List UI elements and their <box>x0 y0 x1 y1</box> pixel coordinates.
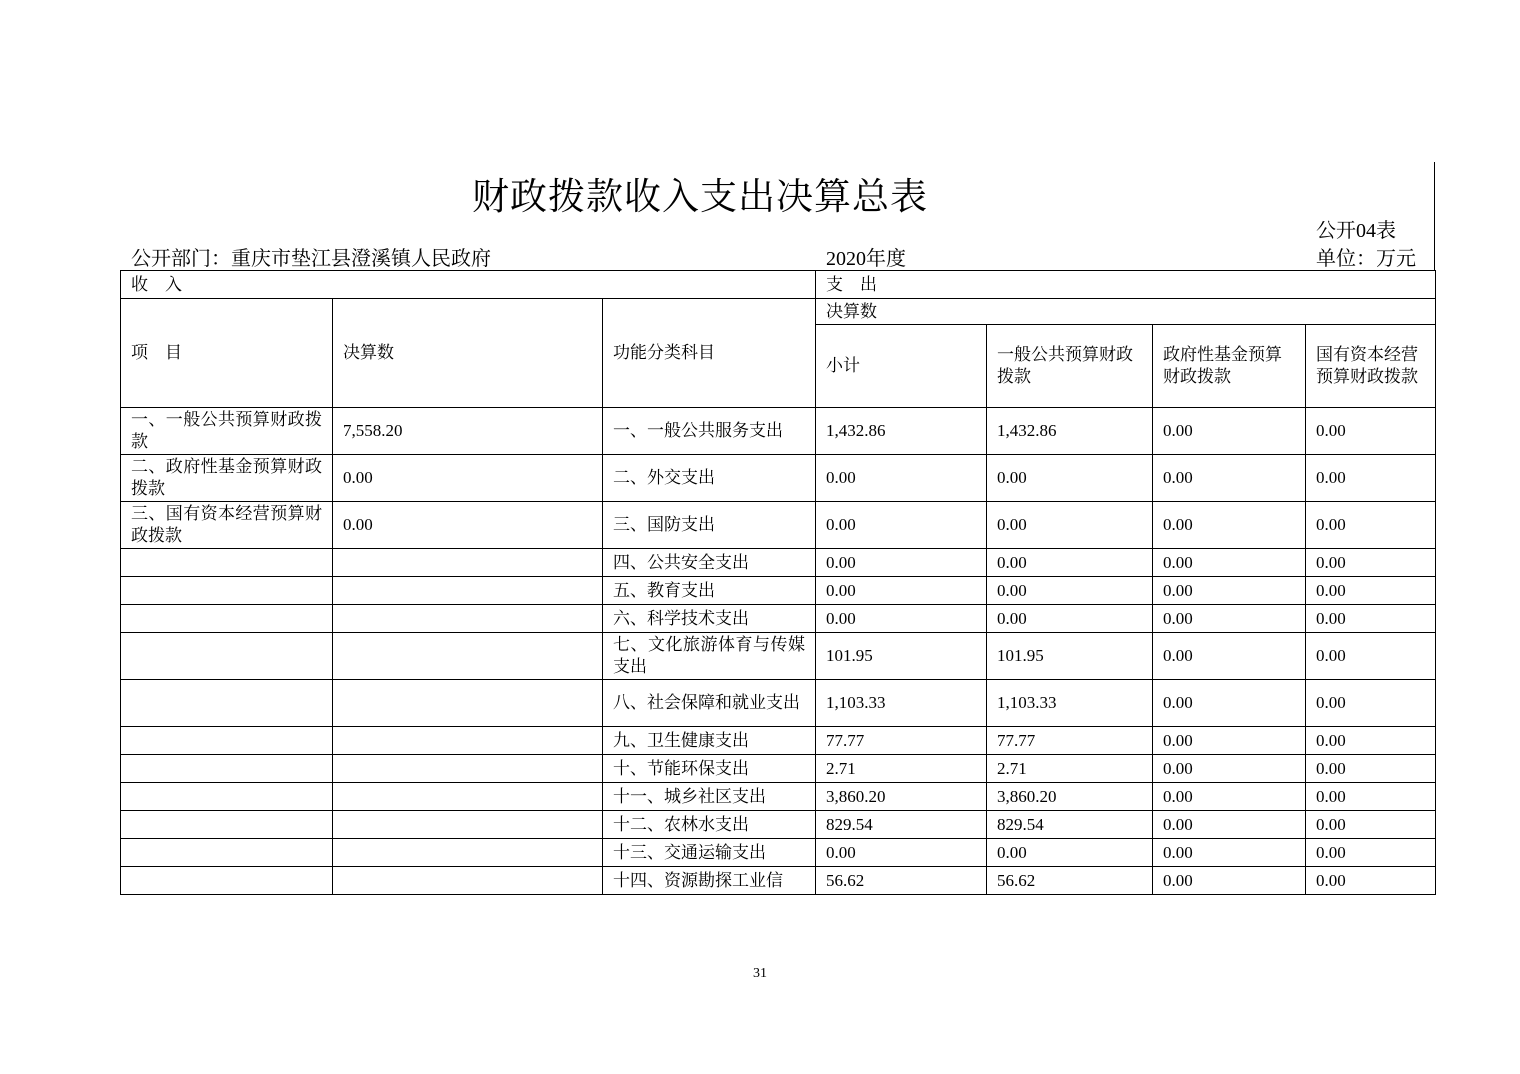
fund-budget-cell: 0.00 <box>1153 455 1306 502</box>
fund-budget-cell: 0.00 <box>1153 867 1306 895</box>
table-row <box>121 839 1436 867</box>
subtotal-cell: 1,103.33 <box>816 680 987 727</box>
income-amount-cell: 0.00 <box>333 502 603 549</box>
final-amount-header: 决算数 <box>816 299 1436 325</box>
income-item-cell <box>121 839 333 867</box>
table-row <box>121 605 1436 633</box>
table-row <box>121 549 1436 577</box>
budget-table <box>120 270 1436 895</box>
income-amount-cell: 0.00 <box>333 455 603 502</box>
income-amount-cell <box>333 549 603 577</box>
department-label: 公开部门：重庆市垫江县澄溪镇人民政府 <box>131 248 491 270</box>
category-cell: 八、社会保障和就业支出 <box>603 680 816 727</box>
income-item-cell <box>121 727 333 755</box>
income-item-cell <box>121 783 333 811</box>
form-number: 公开04表 <box>1316 220 1396 242</box>
income-item-cell: 一、一般公共预算财政拨款 <box>121 408 333 455</box>
income-amount-cell <box>333 727 603 755</box>
subtotal-cell: 829.54 <box>816 811 987 839</box>
category-cell: 七、文化旅游体育与传媒支出 <box>603 633 816 680</box>
fund-budget-header: 政府性基金预算财政拨款 <box>1153 325 1306 408</box>
category-cell: 十、节能环保支出 <box>603 755 816 783</box>
income-header: 收 入 <box>121 271 816 299</box>
fund-budget-cell: 0.00 <box>1153 549 1306 577</box>
general-budget-cell: 0.00 <box>987 502 1153 549</box>
subtotal-cell: 0.00 <box>816 577 987 605</box>
general-budget-cell: 56.62 <box>987 867 1153 895</box>
general-budget-cell: 1,103.33 <box>987 680 1153 727</box>
state-capital-cell: 0.00 <box>1306 755 1436 783</box>
category-cell: 三、国防支出 <box>603 502 816 549</box>
fund-budget-cell: 0.00 <box>1153 633 1306 680</box>
category-cell: 十二、农林水支出 <box>603 811 816 839</box>
general-budget-cell: 1,432.86 <box>987 408 1153 455</box>
state-capital-cell: 0.00 <box>1306 811 1436 839</box>
state-capital-cell: 0.00 <box>1306 408 1436 455</box>
subtotal-cell: 2.71 <box>816 755 987 783</box>
income-item-cell <box>121 605 333 633</box>
general-budget-cell: 0.00 <box>987 839 1153 867</box>
general-budget-cell: 3,860.20 <box>987 783 1153 811</box>
fund-budget-cell: 0.00 <box>1153 502 1306 549</box>
fiscal-year: 2020年度 <box>826 248 906 270</box>
general-budget-cell: 101.95 <box>987 633 1153 680</box>
table-row <box>121 811 1436 839</box>
expense-header: 支 出 <box>816 271 1436 299</box>
general-budget-cell: 2.71 <box>987 755 1153 783</box>
category-cell: 六、科学技术支出 <box>603 605 816 633</box>
income-item-cell <box>121 680 333 727</box>
subtotal-cell: 56.62 <box>816 867 987 895</box>
section-header-row <box>121 271 1436 299</box>
fund-budget-cell: 0.00 <box>1153 408 1306 455</box>
subtotal-cell: 0.00 <box>816 455 987 502</box>
income-amount-cell <box>333 839 603 867</box>
category-cell: 九、卫生健康支出 <box>603 727 816 755</box>
category-cell: 十四、资源勘探工业信 <box>603 867 816 895</box>
income-item-cell: 三、国有资本经营预算财政拨款 <box>121 502 333 549</box>
state-capital-cell: 0.00 <box>1306 680 1436 727</box>
document-title: 财政拨款收入支出决算总表 <box>472 175 928 218</box>
margin-rule <box>1434 162 1435 270</box>
table-row <box>121 502 1436 549</box>
income-amount-header: 决算数 <box>333 299 603 408</box>
income-amount-cell <box>333 577 603 605</box>
unit-label: 单位：万元 <box>1316 248 1416 270</box>
income-amount-cell <box>333 867 603 895</box>
general-budget-cell: 829.54 <box>987 811 1153 839</box>
page-number: 31 <box>753 966 767 981</box>
category-cell: 一、一般公共服务支出 <box>603 408 816 455</box>
fund-budget-cell: 0.00 <box>1153 727 1306 755</box>
income-amount-cell: 7,558.20 <box>333 408 603 455</box>
table-row <box>121 755 1436 783</box>
table-row <box>121 408 1436 455</box>
income-amount-cell <box>333 811 603 839</box>
state-capital-cell: 0.00 <box>1306 577 1436 605</box>
fund-budget-cell: 0.00 <box>1153 577 1306 605</box>
income-amount-cell <box>333 633 603 680</box>
table-row <box>121 680 1436 727</box>
state-capital-cell: 0.00 <box>1306 549 1436 577</box>
income-amount-cell <box>333 755 603 783</box>
fund-budget-cell: 0.00 <box>1153 680 1306 727</box>
subtotal-cell: 3,860.20 <box>816 783 987 811</box>
general-budget-cell: 0.00 <box>987 605 1153 633</box>
table-row <box>121 867 1436 895</box>
subtotal-cell: 0.00 <box>816 549 987 577</box>
state-capital-cell: 0.00 <box>1306 783 1436 811</box>
subtotal-cell: 1,432.86 <box>816 408 987 455</box>
state-capital-cell: 0.00 <box>1306 455 1436 502</box>
subtotal-cell: 101.95 <box>816 633 987 680</box>
state-capital-cell: 0.00 <box>1306 867 1436 895</box>
fund-budget-cell: 0.00 <box>1153 755 1306 783</box>
fund-budget-cell: 0.00 <box>1153 839 1306 867</box>
category-cell: 二、外交支出 <box>603 455 816 502</box>
general-budget-cell: 0.00 <box>987 549 1153 577</box>
subtotal-cell: 0.00 <box>816 502 987 549</box>
state-capital-header: 国有资本经营预算财政拨款 <box>1306 325 1436 408</box>
income-item-cell <box>121 867 333 895</box>
column-header-row-1 <box>121 299 1436 325</box>
income-item-cell <box>121 633 333 680</box>
general-budget-header: 一般公共预算财政拨款 <box>987 325 1153 408</box>
table-row <box>121 577 1436 605</box>
income-item-cell: 二、政府性基金预算财政拨款 <box>121 455 333 502</box>
category-cell: 四、公共安全支出 <box>603 549 816 577</box>
item-header: 项 目 <box>121 299 333 408</box>
income-amount-cell <box>333 680 603 727</box>
fund-budget-cell: 0.00 <box>1153 605 1306 633</box>
income-amount-cell <box>333 783 603 811</box>
income-item-cell <box>121 549 333 577</box>
fund-budget-cell: 0.00 <box>1153 783 1306 811</box>
subtotal-header: 小计 <box>816 325 987 408</box>
category-cell: 十一、城乡社区支出 <box>603 783 816 811</box>
subtotal-cell: 0.00 <box>816 605 987 633</box>
income-item-cell <box>121 577 333 605</box>
state-capital-cell: 0.00 <box>1306 605 1436 633</box>
income-item-cell <box>121 755 333 783</box>
table-row <box>121 783 1436 811</box>
category-cell: 十三、交通运输支出 <box>603 839 816 867</box>
table-row <box>121 727 1436 755</box>
category-cell: 五、教育支出 <box>603 577 816 605</box>
subtotal-cell: 0.00 <box>816 839 987 867</box>
state-capital-cell: 0.00 <box>1306 727 1436 755</box>
general-budget-cell: 77.77 <box>987 727 1153 755</box>
category-header: 功能分类科目 <box>603 299 816 408</box>
state-capital-cell: 0.00 <box>1306 502 1436 549</box>
income-item-cell <box>121 811 333 839</box>
general-budget-cell: 0.00 <box>987 577 1153 605</box>
table-row <box>121 633 1436 680</box>
general-budget-cell: 0.00 <box>987 455 1153 502</box>
fund-budget-cell: 0.00 <box>1153 811 1306 839</box>
table-row <box>121 455 1436 502</box>
state-capital-cell: 0.00 <box>1306 633 1436 680</box>
state-capital-cell: 0.00 <box>1306 839 1436 867</box>
income-amount-cell <box>333 605 603 633</box>
subtotal-cell: 77.77 <box>816 727 987 755</box>
